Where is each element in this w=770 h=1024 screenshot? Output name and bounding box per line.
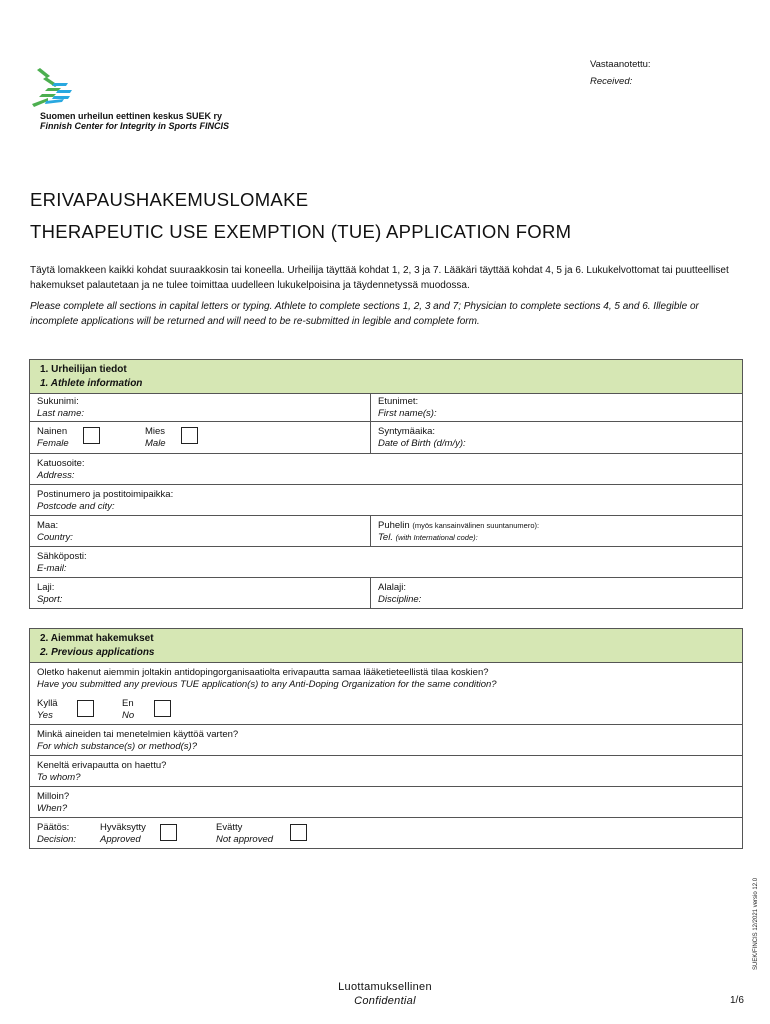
no-label-fi: En [122,698,134,709]
row-substance [30,725,742,756]
section-previous-applications [29,628,743,849]
row-to-whom [30,756,742,787]
sport-label-en: Sport: [37,594,63,605]
approved-label-fi: Hyväksytty [100,822,146,833]
yes-checkbox[interactable] [77,700,94,717]
yes-label-fi: Kyllä [37,698,58,709]
section-title-fi: 1. Urheilijan tiedot [40,364,127,375]
male-option [145,426,198,450]
tel-label-fi: Puhelin [378,520,410,531]
sport-label-fi: Laji: [37,582,55,593]
first-name-field[interactable] [371,394,742,421]
section-header [30,629,742,663]
postcode-field[interactable] [30,485,742,515]
question-en: Have you submitted any previous TUE application(s) to any Anti-Doping Organization for the same condition? [37,679,497,690]
fincis-logo-icon [28,68,78,114]
row-gender-dob [30,422,742,454]
not-approved-label-en: Not approved [216,834,274,845]
female-checkbox[interactable] [83,427,100,444]
section-athlete-information [29,359,743,609]
female-option [37,426,145,450]
country-field[interactable] [30,516,371,546]
sport-field[interactable] [30,578,371,608]
no-option [122,698,171,722]
tel-note-en: (with International code): [395,533,478,542]
decision-label-en: Decision: [37,834,77,845]
to-whom-label-fi: Keneltä erivapautta on haettu? [37,760,167,771]
organization-name-fi: Suomen urheilun eettinen keskus SUEK ry [40,111,223,121]
question-fi: Oletko hakenut aiemmin joltakin antidopingorganisaatiolta erivapautta samaa lääketieteellistä tilaa koskien? [37,667,489,678]
male-label-en: Male [145,438,166,449]
page-title-fi: ERIVAPAUSHAKEMUSLOMAKE [30,189,309,210]
approved-label-en: Approved [100,834,141,845]
received-label-en: Received: [590,76,633,87]
email-label-fi: Sähköposti: [37,551,87,562]
row-country-tel [30,516,742,547]
substance-field[interactable] [30,725,742,755]
email-label-en: E-mail: [37,563,67,574]
female-label-en: Female [37,438,69,449]
yes-label-en: Yes [37,710,53,721]
organization-name [40,111,229,131]
row-decision [30,818,742,848]
to-whom-field[interactable] [30,756,742,786]
male-checkbox[interactable] [181,427,198,444]
tel-field[interactable] [371,516,742,546]
male-label-fi: Mies [145,426,166,437]
address-field[interactable] [30,454,742,484]
received-label-fi: Vastaanotettu: [590,59,651,70]
page-title-en: THERAPEUTIC USE EXEMPTION (TUE) APPLICATION FORM [30,221,572,242]
page-number: 1/6 [730,995,744,1006]
row-when [30,787,742,818]
yes-no-options [30,693,742,724]
last-name-label-en: Last name: [37,408,84,419]
substance-label-fi: Minkä aineiden tai menetelmien käyttöä varten? [37,729,239,740]
postcode-label-en: Postcode and city: [37,501,115,512]
no-label-en: No [122,710,135,721]
confidential-label-fi: Luottamuksellinen [338,981,432,993]
when-field[interactable] [30,787,742,817]
country-label-fi: Maa: [37,520,59,531]
previous-question [30,663,742,693]
when-label-fi: Milloin? [37,791,70,802]
last-name-field[interactable] [30,394,371,421]
dob-label-en: Date of Birth (d/m/y): [378,438,466,449]
address-label-en: Address: [37,470,75,481]
when-label-en: When? [37,803,68,814]
substance-label-en: For which substance(s) or method(s)? [37,741,197,752]
not-approved-label-fi: Evätty [216,822,243,833]
first-name-label-en: First name(s): [378,408,437,419]
decision-field [30,818,742,848]
no-checkbox[interactable] [154,700,171,717]
row-email [30,547,742,578]
confidential-footer [300,980,470,1008]
to-whom-label-en: To whom? [37,772,81,783]
approved-option [100,822,216,846]
first-name-label-fi: Etunimet: [378,396,419,407]
confidential-label-en: Confidential [354,995,416,1007]
received-box [590,56,651,90]
address-label-fi: Katuosoite: [37,458,85,469]
tel-label-en: Tel. [378,532,393,543]
instructions-fi: Täytä lomakkeen kaikki kohdat suuraakkosin tai koneella. Urheilija täyttää kohdat 1, 2, 3 ja 7. Lääkäri täyttää kohdat 4, 5 ja 6. Lukukelvottomat tai puutteelliset hakemukset palautetaan ja ne tulee toimittaa uudelleen lukukelpoisina ja täydennetyssä muodossa. [30,265,729,291]
discipline-label-fi: Alalaji: [378,582,406,593]
discipline-field[interactable] [371,578,742,608]
row-sport [30,578,742,608]
row-names [30,394,742,422]
not-approved-checkbox[interactable] [290,824,307,841]
row-address [30,454,742,485]
organization-name-en: Finnish Center for Integrity in Sports FINCIS [40,121,230,131]
last-name-label-fi: Sukunimi: [37,396,79,407]
version-note: SUEK/FINCIS 12/2021 versio 12.0 [753,877,759,970]
email-field[interactable] [30,547,742,577]
dob-field[interactable] [371,422,742,453]
instructions-en: Please complete all sections in capital letters or typing. Athlete to complete sections 1, 2, 3 and 7; Physician to complete sections 4, 5 and 6. Illegible or incomplete applications will be returned and will need to be re-submitted in legible and complete form. [30,301,699,327]
dob-label-fi: Syntymäaika: [378,426,436,437]
postcode-label-fi: Postinumero ja postitoimipaikka: [37,489,174,500]
section-header [30,360,742,394]
gender-field [30,422,371,453]
country-label-en: Country: [37,532,73,543]
female-label-fi: Nainen [37,426,68,437]
row-postcode [30,485,742,516]
decision-label-fi: Päätös: [37,822,70,833]
yes-option [37,698,122,722]
not-approved-option [216,822,307,846]
decision-label [37,822,100,846]
approved-checkbox[interactable] [160,824,177,841]
discipline-label-en: Discipline: [378,594,422,605]
section-title-fi: 2. Aiemmat hakemukset [40,633,154,644]
tel-note-fi: (myös kansainvälinen suuntanumero): [412,521,540,530]
section-title-en: 1. Athlete information [40,378,143,389]
row-previous-question [30,663,742,725]
section-title-en: 2. Previous applications [40,647,155,658]
